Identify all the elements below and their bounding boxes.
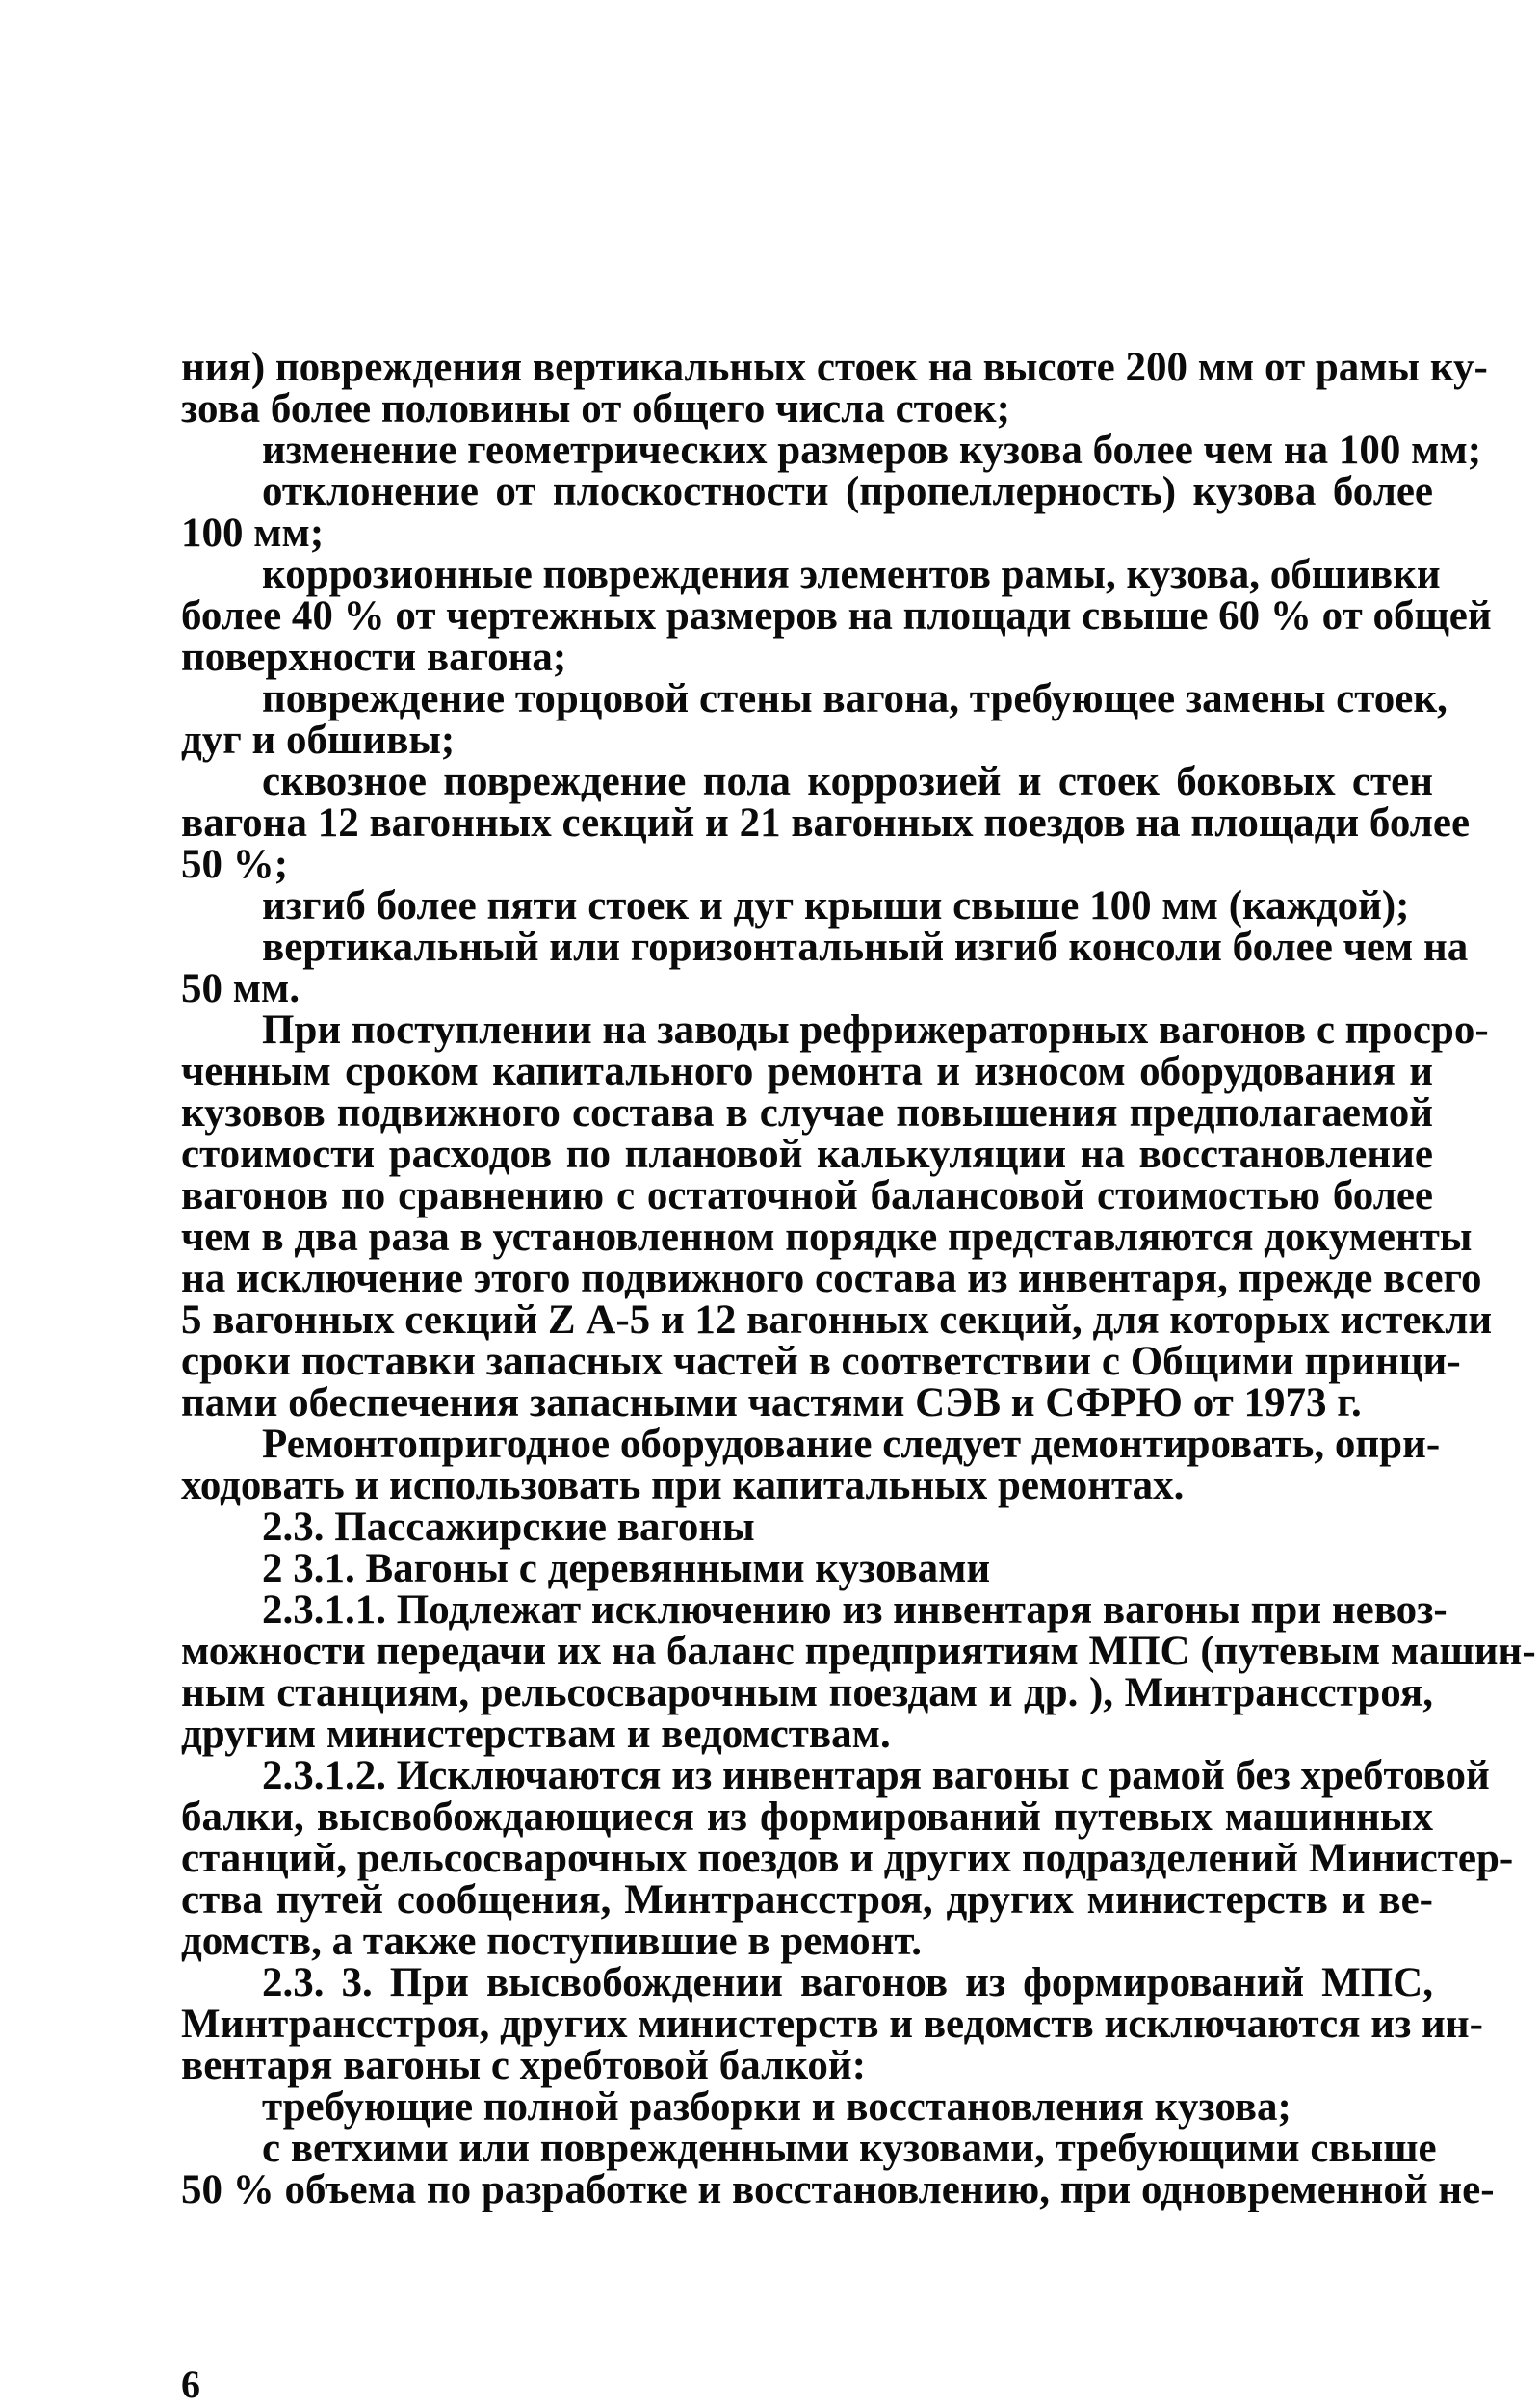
document-body <box>181 345 1536 2212</box>
text-line: чем в два раза в установленном порядке представляются документы <box>181 1215 1473 1260</box>
text-line: вагона 12 вагонных секций и 21 вагонных поездов на площади более <box>181 800 1471 846</box>
text-line: дуг и обшивы; <box>181 718 456 763</box>
text-line: более 40 % от чертежных размеров на площади свыше 60 % от общей <box>181 593 1492 639</box>
text-line: отклонение от плоскостности (пропеллерность) кузова более <box>262 469 1433 514</box>
text-line: 2.3.1.2. Исключаются из инвентаря вагоны с рамой без хребтовой <box>262 1753 1490 1798</box>
text-line: вертикальный или горизонтальный изгиб консоли более чем на <box>262 925 1469 970</box>
section-heading: 2.3. Пассажирские вагоны <box>262 1505 755 1550</box>
text-line: 50 % объема по разработке и восстановлению, при одновременной не- <box>181 2167 1495 2212</box>
text-line: стоимости расходов по плановой калькуляции на восстановление <box>181 1132 1433 1177</box>
text-line: 50 %; <box>181 842 289 887</box>
text-line: с ветхими или поврежденными кузовами, требующими свыше <box>262 2126 1437 2171</box>
text-line: повреждение торцовой стены вагона, требующее замены стоек, <box>262 676 1448 721</box>
text-line: сквозное повреждение пола коррозией и стоек боковых стен <box>262 759 1433 804</box>
text-line: можности передачи их на баланс предприятиям МПС (путевым машин- <box>181 1629 1536 1674</box>
text-line: вентаря вагоны с хребтовой балкой: <box>181 2043 867 2088</box>
text-line: ным станциям, рельсосварочным поездам и др. ), Минтрансстроя, <box>181 1670 1433 1715</box>
page-number: 6 <box>181 2363 200 2406</box>
text-line: ства путей сообщения, Минтрансстроя, других министерств и ве- <box>181 1877 1433 1923</box>
text-line: станций, рельсосварочных поездов и других подразделений Министер- <box>181 1836 1514 1881</box>
text-line: кузовов подвижного состава в случае повышения предполагаемой <box>181 1090 1433 1136</box>
text-line: изгиб более пяти стоек и дуг крыши свыше 100 мм (каждой); <box>262 883 1410 929</box>
text-line: зова более половины от общего числа стоек; <box>181 386 1010 432</box>
text-line: балки, высвобождающиеся из формирований путевых машинных <box>181 1794 1433 1840</box>
text-line: пами обеспечения запасными частями СЭВ и СФРЮ от 1973 г. <box>181 1380 1362 1426</box>
text-line: на исключение этого подвижного состава из инвентаря, прежде всего <box>181 1256 1482 1301</box>
text-line: ченным сроком капитального ремонта и износом оборудования и <box>181 1049 1433 1094</box>
text-line: поверхности вагона; <box>181 635 567 680</box>
text-line: 50 мм. <box>181 966 300 1011</box>
text-line: требующие полной разборки и восстановления кузова; <box>262 2084 1291 2130</box>
text-line: изменение геометрических размеров кузова более чем на 100 мм; <box>262 428 1482 473</box>
text-line: 2.3. 3. При высвобождении вагонов из формирований МПС, <box>262 1960 1433 2005</box>
text-line: сроки поставки запасных частей в соответствии с Общими принци- <box>181 1339 1461 1384</box>
subsection-heading: 2 3.1. Вагоны с деревянными кузовами <box>262 1546 991 1591</box>
text-line: Минтрансстроя, других министерств и ведомств исключаются из ин- <box>181 2002 1483 2047</box>
text-line: ходовать и использовать при капитальных ремонтах. <box>181 1463 1185 1508</box>
text-line: 2.3.1.1. Подлежат исключению из инвентаря вагоны при невоз- <box>262 1587 1448 1633</box>
text-line: домств, а также поступившие в ремонт. <box>181 1919 922 1964</box>
text-line: Ремонтопригодное оборудование следует демонтировать, опри- <box>262 1422 1441 1467</box>
text-line: вагонов по сравнению с остаточной балансовой стоимостью более <box>181 1173 1433 1218</box>
text-line: другим министерствам и ведомствам. <box>181 1712 891 1757</box>
text-line: 100 мм; <box>181 510 325 556</box>
text-line: ния) повреждения вертикальных стоек на высоте 200 мм от рамы ку- <box>181 345 1488 390</box>
text-line: коррозионные повреждения элементов рамы, кузова, обшивки <box>262 552 1441 597</box>
text-line: 5 вагонных секций Z А-5 и 12 вагонных секций, для которых истекли <box>181 1297 1493 1343</box>
text-line: При поступлении на заводы рефрижераторных вагонов с просро- <box>262 1008 1489 1053</box>
